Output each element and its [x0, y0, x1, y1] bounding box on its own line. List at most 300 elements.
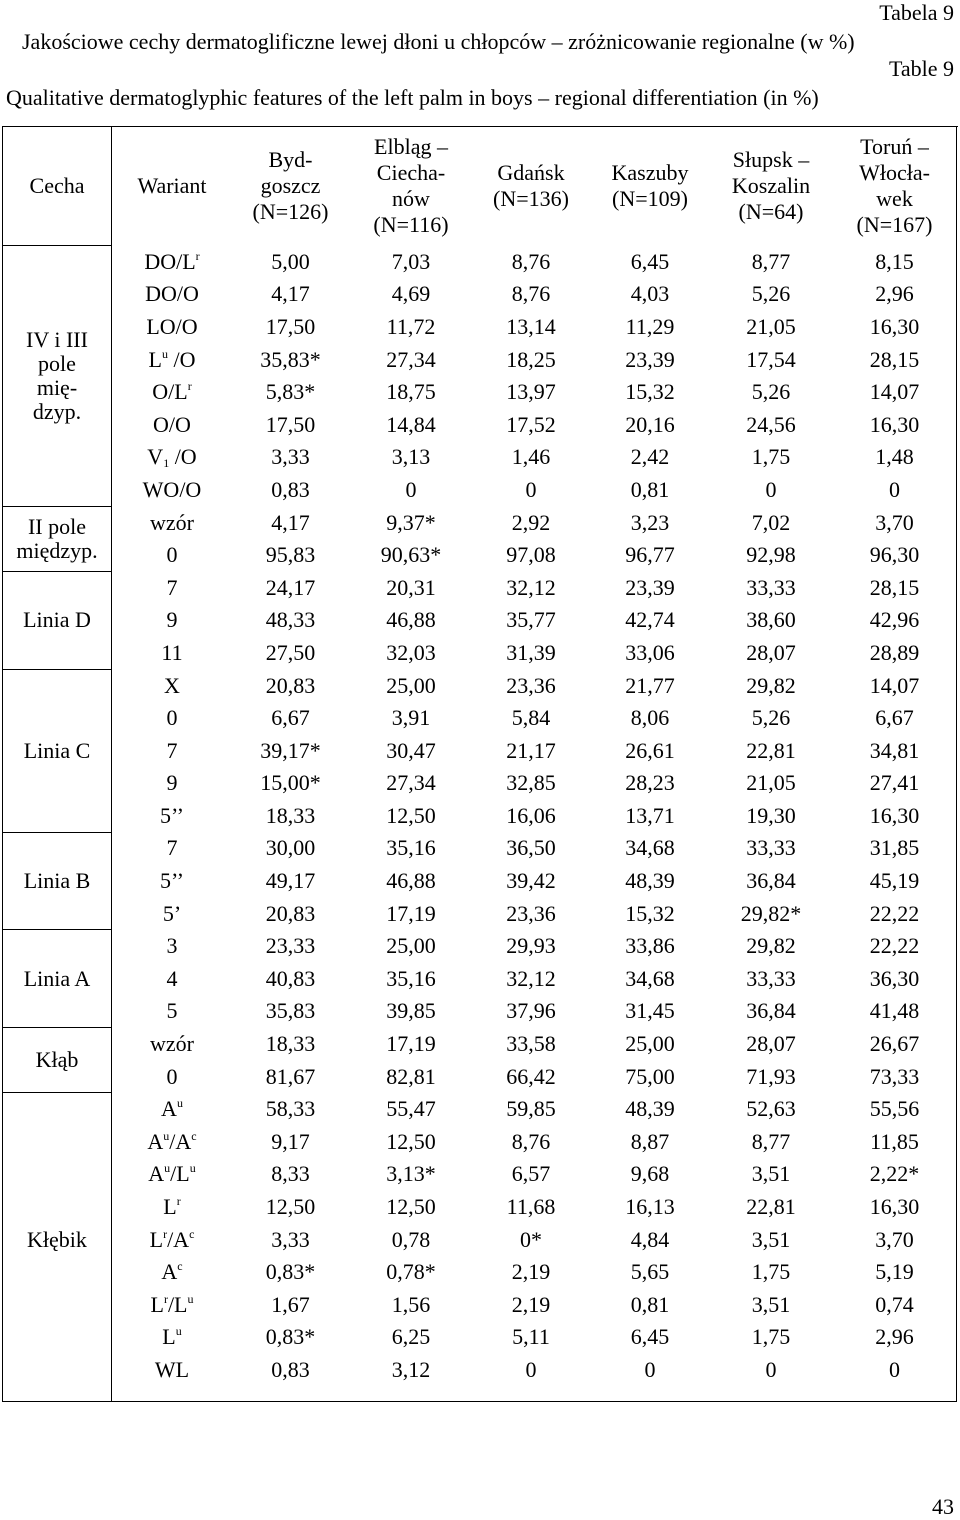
value-cell: 26,61 [625, 737, 675, 763]
value-cell: 4,84 [630, 1226, 670, 1252]
value-cell: 28,15 [869, 346, 920, 372]
table-row [2, 832, 958, 865]
value-cell: 5,26 [751, 705, 791, 731]
value-cell: 8,87 [630, 1128, 670, 1154]
value-cell: 29,82 [746, 933, 796, 959]
value-cell: 34,68 [625, 835, 675, 861]
value-cell: 6,67 [271, 705, 310, 731]
value-cell: 20,83 [265, 672, 316, 698]
value-cell: 9,68 [630, 1161, 670, 1187]
value-cell: 0 [889, 1356, 900, 1382]
value-cell: 33,33 [746, 965, 796, 991]
value-cell: 11,29 [625, 313, 675, 339]
value-cell: 0,83 [271, 1356, 310, 1382]
header-torun-wloclawek: Toruń – Włocła- wek (N=167) [831, 127, 958, 246]
variant-cell: 5’ [162, 900, 182, 926]
value-cell: 33,33 [746, 835, 796, 861]
value-cell: 23,33 [265, 933, 316, 959]
value-cell: 5,19 [875, 1259, 914, 1285]
value-cell: 28,89 [869, 639, 920, 665]
value-cell: 33,33 [746, 574, 796, 600]
value-cell: 5,65 [630, 1259, 670, 1285]
value-cell: 26,67 [869, 1031, 920, 1057]
value-cell: 18,25 [506, 346, 556, 372]
value-cell: 3,91 [391, 705, 431, 731]
value-cell: 46,88 [386, 607, 436, 633]
table-row [2, 897, 958, 930]
table-row [2, 995, 958, 1028]
value-cell: 22,22 [869, 933, 920, 959]
variant-cell: $L^u$ [162, 1324, 182, 1350]
value-cell: 32,85 [506, 770, 556, 796]
value-cell: 1,75 [751, 1259, 791, 1285]
value-cell: 22,81 [746, 1194, 796, 1220]
value-cell: 3,12 [391, 1356, 431, 1382]
value-cell: 0,83 [271, 476, 310, 502]
value-cell: 96,30 [869, 542, 920, 568]
table-row [2, 1060, 958, 1093]
table-row [2, 506, 958, 539]
table-row [2, 734, 958, 767]
variant-cell: $DO/L^r$ [144, 248, 200, 274]
header-cecha: Cecha [2, 127, 112, 246]
variant-cell: 11 [161, 639, 183, 665]
value-cell: 0,81 [630, 1291, 670, 1317]
table-row [2, 571, 958, 604]
value-cell: 14,07 [869, 379, 920, 405]
value-cell: 0 [765, 1356, 777, 1382]
variant-cell: 0 [166, 1063, 178, 1089]
value-cell: 7,02 [751, 509, 791, 535]
value-cell: 17,19 [386, 900, 436, 926]
value-cell: 8,76 [511, 248, 551, 274]
value-cell: 0 [765, 476, 777, 502]
value-cell: 55,47 [386, 1096, 436, 1122]
value-cell: 42,96 [869, 607, 920, 633]
value-cell: 90,63* [380, 542, 442, 568]
variant-cell: $L^r/A^c$ [149, 1226, 195, 1252]
value-cell: 23,39 [625, 574, 675, 600]
header-bydgoszcz: Byd- goszcz (N=126) [232, 127, 349, 246]
value-cell: 30,00 [265, 835, 316, 861]
value-cell: 15,00* [260, 770, 321, 796]
value-cell: 33,06 [625, 639, 675, 665]
variant-cell: 9 [166, 770, 178, 796]
value-cell: 16,06 [506, 802, 556, 828]
value-cell: 75,00 [625, 1063, 675, 1089]
value-cell: 15,32 [625, 900, 675, 926]
variant-cell: O/O [153, 411, 191, 437]
value-cell: 19,30 [746, 802, 796, 828]
value-cell: 35,83 [265, 998, 316, 1024]
variant-cell: 9 [166, 607, 178, 633]
value-cell: 27,50 [265, 639, 316, 665]
value-cell: 8,06 [630, 705, 670, 731]
table-row [2, 408, 958, 441]
value-cell: 1,46 [511, 444, 551, 470]
value-cell: 23,36 [506, 672, 556, 698]
variant-cell: 3 [166, 933, 178, 959]
table-row [2, 930, 958, 963]
value-cell: 20,83 [265, 900, 316, 926]
variant-cell: $A^u$ [161, 1096, 183, 1122]
value-cell: 66,42 [506, 1063, 556, 1089]
value-cell: 30,47 [386, 737, 436, 763]
value-cell: 3,51 [751, 1161, 791, 1187]
value-cell: 39,85 [386, 998, 436, 1024]
variant-cell: 0 [166, 705, 178, 731]
value-cell: 3,23 [630, 509, 670, 535]
table-row [2, 1028, 958, 1061]
variant-cell: X [164, 672, 180, 698]
value-cell: 16,30 [869, 313, 920, 339]
value-cell: 8,77 [751, 248, 791, 274]
variant-cell: wzór [150, 1031, 194, 1057]
value-cell: 25,00 [386, 933, 436, 959]
feature-group-label: IV i III pole mię- dzyp. [2, 246, 112, 507]
feature-group-label: II pole międzyp. [2, 506, 112, 571]
variant-cell: 5 [166, 998, 178, 1024]
feature-group-label: Linia A [2, 930, 112, 1028]
value-cell: 24,56 [746, 411, 796, 437]
variant-cell: 7 [166, 574, 178, 600]
table-row [2, 441, 958, 474]
value-cell: 5,11 [512, 1324, 550, 1350]
value-cell: 32,12 [506, 965, 556, 991]
value-cell: 12,50 [386, 802, 436, 828]
value-cell: 71,93 [746, 1063, 796, 1089]
value-cell: 11,68 [506, 1194, 556, 1220]
value-cell: 0 [525, 476, 537, 502]
variant-cell: 5’’ [159, 868, 185, 894]
value-cell: 8,76 [511, 1128, 551, 1154]
value-cell: 81,67 [265, 1063, 316, 1089]
value-cell: 21,17 [506, 737, 556, 763]
value-cell: 21,77 [625, 672, 675, 698]
value-cell: 55,56 [869, 1096, 920, 1122]
value-cell: 32,03 [386, 639, 436, 665]
value-cell: 0,78 [391, 1226, 431, 1252]
value-cell: 6,67 [875, 705, 914, 731]
value-cell: 5,26 [751, 281, 791, 307]
header-kaszuby: Kaszuby (N=109) [589, 127, 711, 246]
value-cell: 2,19 [511, 1291, 551, 1317]
value-cell: 82,81 [386, 1063, 436, 1089]
value-cell: 35,83* [260, 346, 321, 372]
value-cell: 0,78* [386, 1259, 436, 1285]
value-cell: 2,22* [869, 1161, 920, 1187]
value-cell: 3,13 [391, 444, 431, 470]
value-cell: 0 [405, 476, 417, 502]
table-row [2, 376, 958, 409]
value-cell: 3,33 [271, 444, 310, 470]
table-row [2, 1256, 958, 1289]
dermatoglyphics-table [2, 126, 958, 1386]
value-cell: 4,03 [630, 281, 670, 307]
value-cell: 35,16 [386, 965, 436, 991]
value-cell: 36,84 [746, 868, 796, 894]
value-cell: 35,77 [506, 607, 556, 633]
variant-cell: 7 [166, 737, 178, 763]
table-row [2, 246, 958, 279]
value-cell: 9,37* [386, 509, 436, 535]
feature-group-label: Linia D [2, 571, 112, 669]
value-cell: 27,41 [869, 770, 920, 796]
table-row [2, 1223, 958, 1256]
variant-cell: 0 [166, 542, 178, 568]
table-label: Table 9 [888, 56, 954, 81]
value-cell: 16,30 [869, 411, 920, 437]
value-cell: 34,81 [869, 737, 920, 763]
value-cell: 0 [644, 1356, 656, 1382]
value-cell: 23,36 [506, 900, 556, 926]
value-cell: 28,15 [869, 574, 920, 600]
value-cell: 21,05 [746, 313, 796, 339]
variant-cell: wzór [150, 509, 194, 535]
value-cell: 13,71 [625, 802, 675, 828]
table-row [2, 637, 958, 670]
value-cell: 33,86 [625, 933, 675, 959]
feature-group-label: Kłębik [2, 1093, 112, 1386]
value-cell: 12,50 [386, 1194, 436, 1220]
value-cell: 13,97 [506, 379, 556, 405]
value-cell: 3,13* [386, 1161, 436, 1187]
value-cell: 34,68 [625, 965, 675, 991]
value-cell: 48,39 [625, 868, 675, 894]
variant-cell: $L^r$ [163, 1194, 181, 1220]
value-cell: 0* [520, 1226, 542, 1252]
value-cell: 16,30 [869, 802, 920, 828]
variant-cell: $A^u/A^c$ [147, 1128, 197, 1154]
value-cell: 6,57 [511, 1161, 551, 1187]
value-cell: 5,83* [265, 379, 316, 405]
value-cell: 4,17 [271, 281, 310, 307]
value-cell: 36,30 [869, 965, 920, 991]
value-cell: 3,33 [271, 1226, 310, 1252]
value-cell: 28,23 [625, 770, 675, 796]
table-row [2, 1158, 958, 1191]
value-cell: 14,07 [869, 672, 920, 698]
table-row [2, 539, 958, 572]
variant-cell: $L^u$ /O [148, 346, 196, 372]
header-row [2, 127, 958, 246]
value-cell: 48,39 [625, 1096, 675, 1122]
value-cell: 0,74 [875, 1291, 914, 1317]
value-cell: 17,50 [265, 411, 316, 437]
value-cell: 22,81 [746, 737, 796, 763]
value-cell: 25,00 [625, 1031, 675, 1057]
table-row [2, 1126, 958, 1159]
value-cell: 3,51 [751, 1291, 791, 1317]
value-cell: 8,77 [751, 1128, 791, 1154]
value-cell: 5,26 [751, 379, 791, 405]
value-cell: 5,84 [511, 705, 551, 731]
value-cell: 9,17 [271, 1128, 310, 1154]
value-cell: 4,69 [391, 281, 431, 307]
value-cell: 0,83* [265, 1259, 316, 1285]
value-cell: 2,96 [875, 281, 914, 307]
table-row [2, 767, 958, 800]
table-row [2, 1321, 958, 1354]
value-cell: 16,30 [869, 1194, 920, 1220]
value-cell: 17,54 [746, 346, 796, 372]
value-cell: 46,88 [386, 868, 436, 894]
value-cell: 31,85 [869, 835, 920, 861]
table-row [2, 343, 958, 376]
variant-cell: $L^r/L^u$ [150, 1291, 194, 1317]
value-cell: 28,07 [746, 1031, 796, 1057]
value-cell: 6,45 [630, 1324, 670, 1350]
value-cell: 23,39 [625, 346, 675, 372]
value-cell: 13,14 [506, 313, 556, 339]
value-cell: 27,34 [386, 770, 436, 796]
value-cell: 3,70 [875, 509, 914, 535]
value-cell: 2,96 [875, 1324, 914, 1350]
feature-group-label: Kłąb [2, 1028, 112, 1093]
value-cell: 36,50 [506, 835, 556, 861]
value-cell: 17,52 [506, 411, 556, 437]
value-cell: 39,17* [260, 737, 321, 763]
value-cell: 8,33 [271, 1161, 310, 1187]
value-cell: 1,48 [875, 444, 914, 470]
value-cell: 41,48 [869, 998, 920, 1024]
value-cell: 0 [889, 476, 900, 502]
table-row [2, 800, 958, 833]
value-cell: 0,83* [265, 1324, 316, 1350]
value-cell: 0 [525, 1356, 537, 1382]
variant-cell: 4 [166, 965, 178, 991]
value-cell: 29,82* [740, 900, 802, 926]
value-cell: 7,03 [391, 248, 431, 274]
value-cell: 25,00 [386, 672, 436, 698]
page-number: 43 [932, 1494, 954, 1519]
value-cell: 95,83 [265, 542, 316, 568]
value-cell: 49,17 [265, 868, 316, 894]
value-cell: 11,85 [870, 1128, 919, 1154]
table-title-polish: Jakościowe cechy dermatoglificzne lewej dłoni u chłopców – zróżnicowanie regionalne (w %) [22, 29, 855, 54]
value-cell: 17,50 [265, 313, 316, 339]
value-cell: 29,82 [746, 672, 796, 698]
feature-group-label: Linia B [2, 832, 112, 930]
value-cell: 3,51 [751, 1226, 791, 1252]
value-cell: 42,74 [625, 607, 675, 633]
value-cell: 20,16 [625, 411, 675, 437]
header-gdansk: Gdańsk (N=136) [473, 127, 589, 246]
table-row [2, 1354, 958, 1387]
value-cell: 38,60 [746, 607, 796, 633]
value-cell: 2,92 [511, 509, 551, 535]
header-wariant: Wariant [112, 127, 232, 246]
table-row [2, 669, 958, 702]
value-cell: 48,33 [265, 607, 316, 633]
value-cell: 4,17 [271, 509, 310, 535]
value-cell: 59,85 [506, 1096, 556, 1122]
value-cell: 28,07 [746, 639, 796, 665]
table-row [2, 474, 958, 507]
table-row [2, 865, 958, 898]
value-cell: 1,75 [751, 1324, 791, 1350]
value-cell: 6,45 [630, 248, 670, 274]
value-cell: 92,98 [746, 542, 796, 568]
value-cell: 31,45 [625, 998, 675, 1024]
table-row [2, 604, 958, 637]
value-cell: 15,32 [625, 379, 675, 405]
value-cell: 12,50 [265, 1194, 316, 1220]
variant-cell: 7 [166, 835, 178, 861]
value-cell: 21,05 [746, 770, 796, 796]
value-cell: 1,75 [751, 444, 791, 470]
value-cell: 3,70 [875, 1226, 914, 1252]
variant-cell: $A^c$ [161, 1259, 183, 1285]
value-cell: 1,56 [391, 1291, 431, 1317]
value-cell: 8,76 [511, 281, 551, 307]
variant-cell: WO/O [142, 476, 202, 502]
header-elblag-ciechanow: Elbląg – Ciecha- nów (N=116) [349, 127, 473, 246]
value-cell: 96,77 [625, 542, 675, 568]
value-cell: 16,13 [625, 1194, 675, 1220]
variant-cell: WL [154, 1356, 190, 1382]
value-cell: 12,50 [386, 1128, 436, 1154]
value-cell: 22,22 [869, 900, 920, 926]
value-cell: 6,25 [391, 1324, 431, 1350]
header-slupsk-koszalin: Słupsk – Koszalin (N=64) [711, 127, 831, 246]
value-cell: 14,84 [386, 411, 436, 437]
variant-cell: $O/L^r$ [152, 379, 192, 405]
value-cell: 18,33 [265, 802, 316, 828]
value-cell: 32,12 [506, 574, 556, 600]
value-cell: 97,08 [506, 542, 556, 568]
value-cell: 17,19 [386, 1031, 436, 1057]
table-row [2, 311, 958, 344]
table-row [2, 1191, 958, 1224]
table-row [2, 963, 958, 996]
value-cell: 18,33 [265, 1031, 316, 1057]
value-cell: 27,34 [386, 346, 436, 372]
variant-cell: $V_1$ /O [147, 444, 197, 471]
table-row [2, 1093, 958, 1126]
variant-cell: DO/O [145, 281, 199, 307]
value-cell: 52,63 [746, 1096, 796, 1122]
tabela-label: Tabela 9 [879, 0, 954, 25]
table-title-english: Qualitative dermatoglyphic features of the left palm in boys – regional differentiation (in %) [6, 85, 819, 110]
value-cell: 37,96 [506, 998, 556, 1024]
value-cell: 2,19 [511, 1259, 551, 1285]
value-cell: 2,42 [630, 444, 670, 470]
value-cell: 29,93 [506, 933, 556, 959]
value-cell: 8,15 [875, 248, 914, 274]
value-cell: 0,81 [630, 476, 670, 502]
variant-cell: $A^u/L^u$ [148, 1161, 196, 1187]
table-row [2, 278, 958, 311]
value-cell: 39,42 [506, 868, 556, 894]
value-cell: 20,31 [386, 574, 436, 600]
table-row [2, 1289, 958, 1322]
value-cell: 11,72 [386, 313, 436, 339]
value-cell: 33,58 [506, 1031, 556, 1057]
value-cell: 1,67 [271, 1291, 310, 1317]
value-cell: 45,19 [869, 868, 920, 894]
value-cell: 58,33 [265, 1096, 316, 1122]
value-cell: 36,84 [746, 998, 796, 1024]
variant-cell: LO/O [146, 313, 198, 339]
value-cell: 73,33 [869, 1063, 920, 1089]
feature-group-label: Linia C [2, 669, 112, 832]
table-row [2, 702, 958, 735]
value-cell: 24,17 [265, 574, 316, 600]
value-cell: 5,00 [271, 248, 310, 274]
value-cell: 18,75 [386, 379, 436, 405]
value-cell: 31,39 [506, 639, 556, 665]
